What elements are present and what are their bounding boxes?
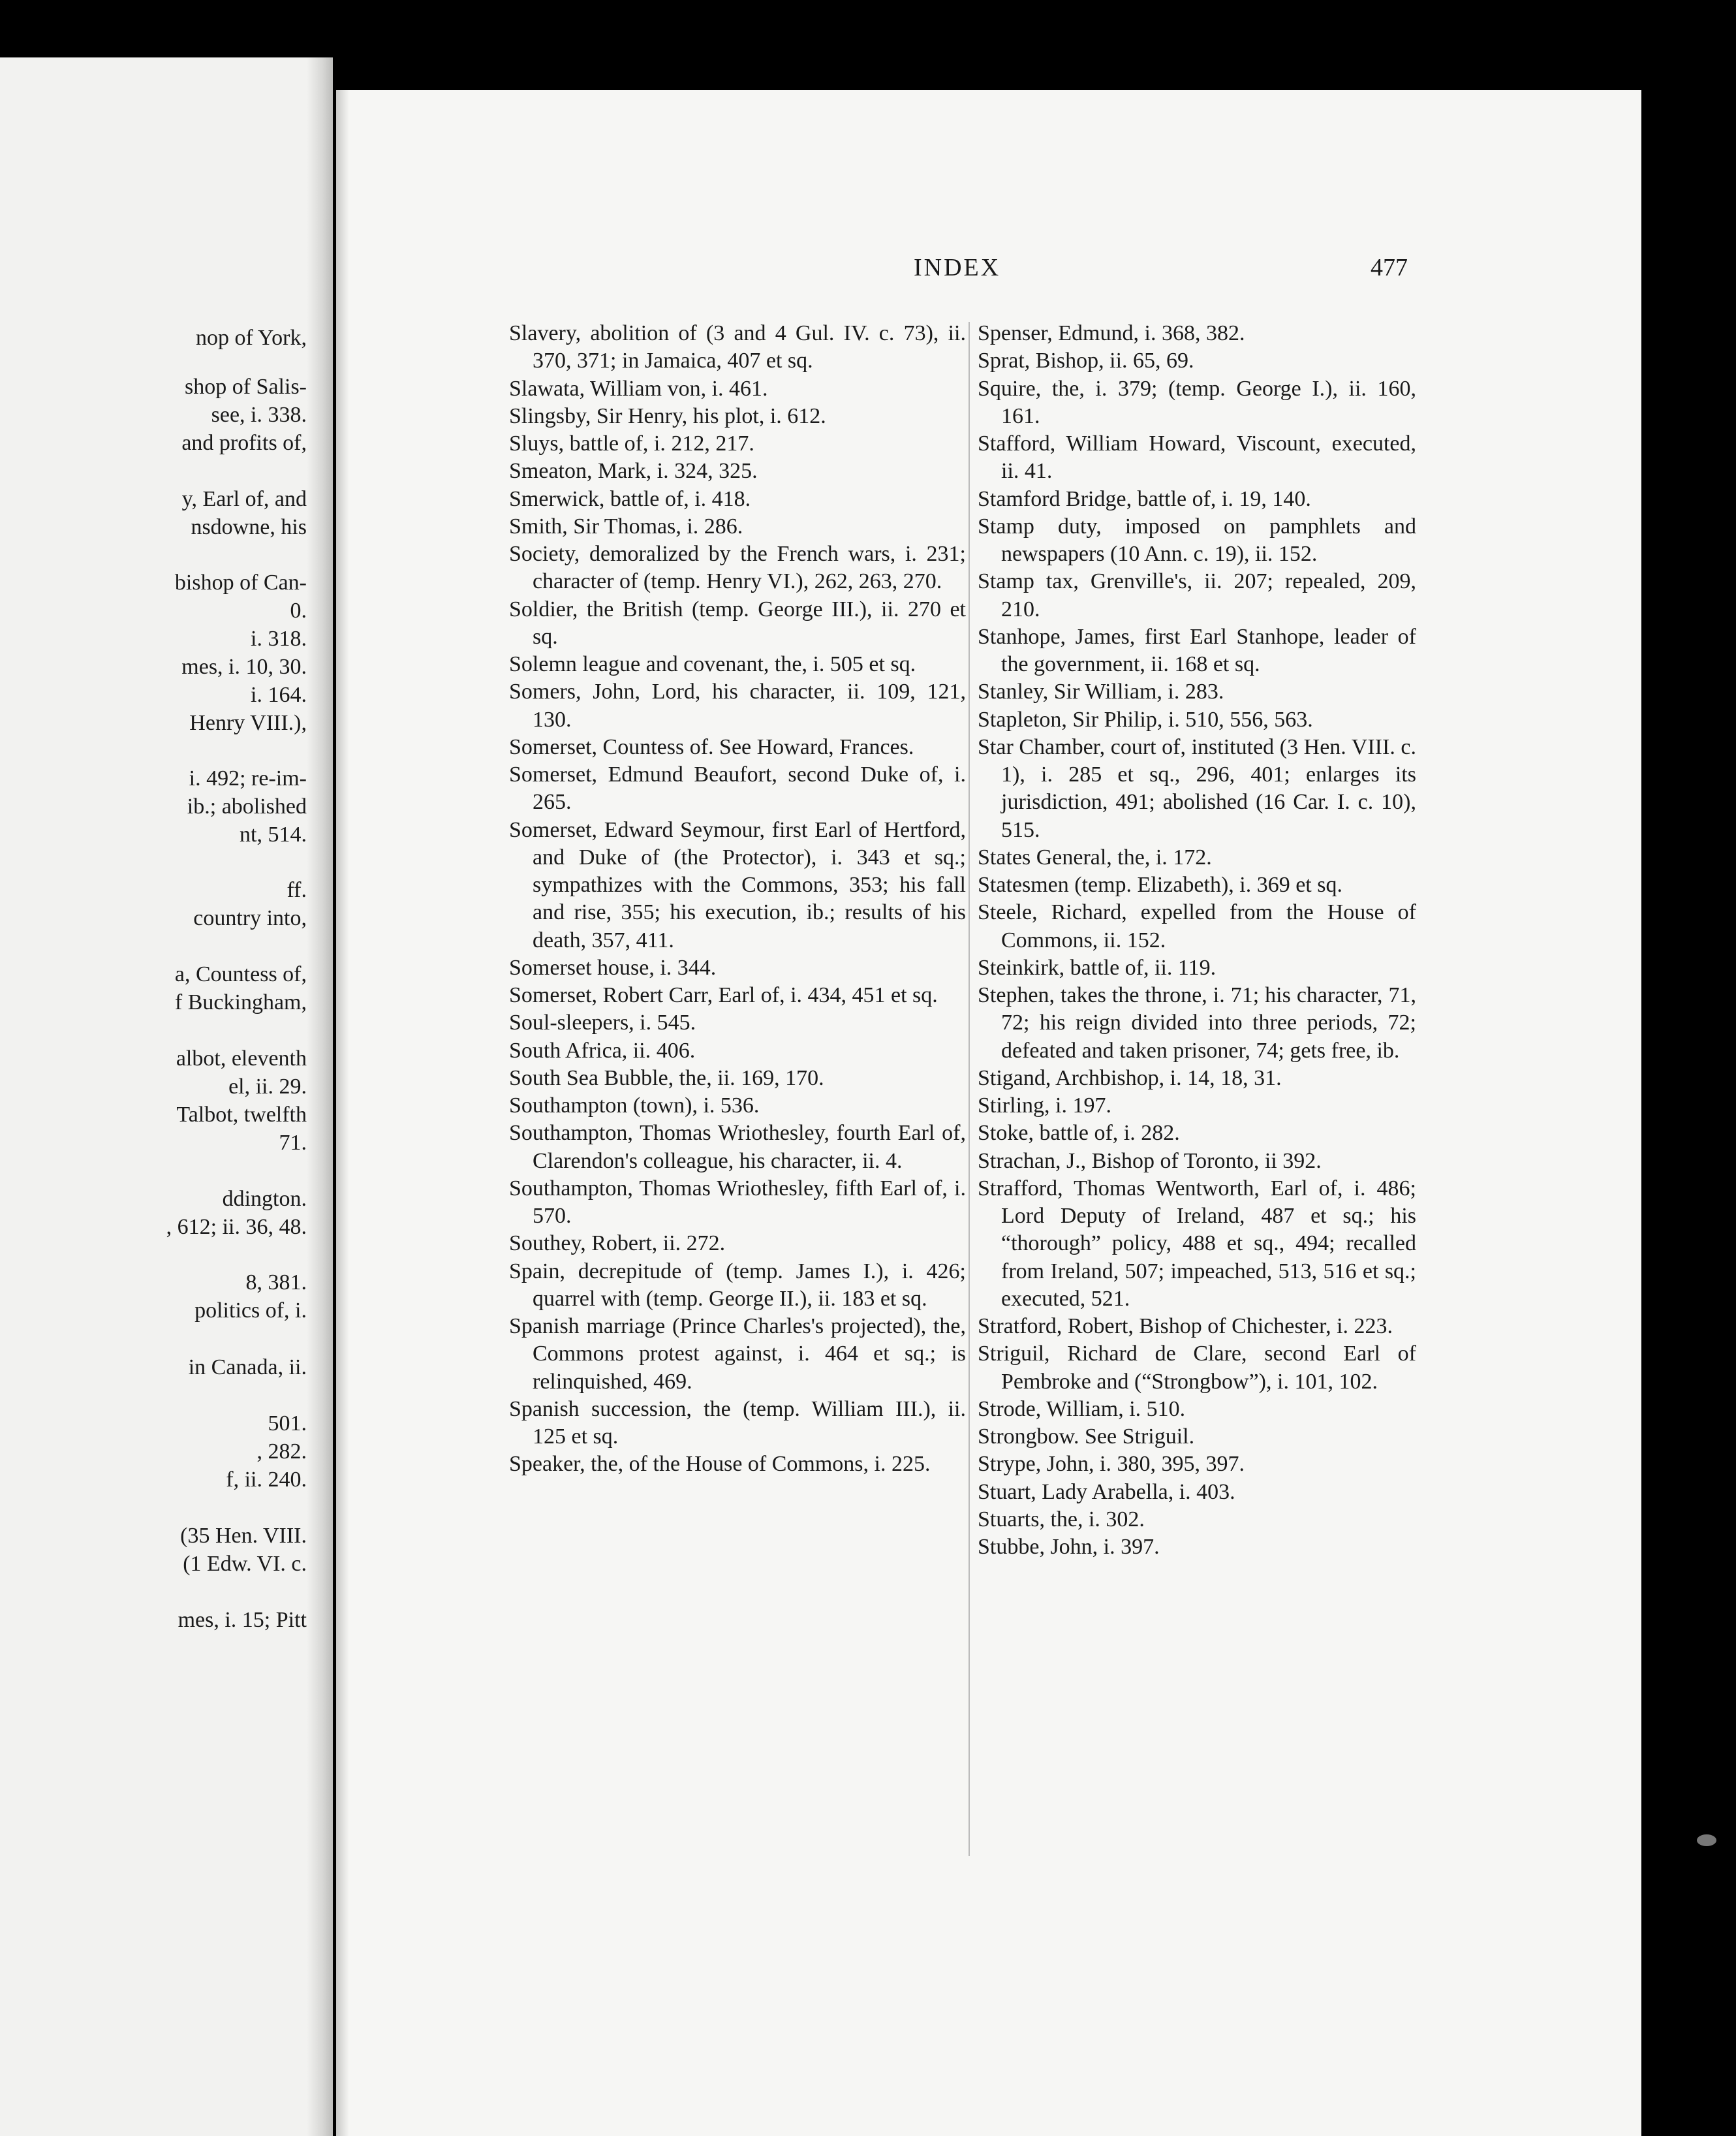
left-page-line xyxy=(0,1550,307,1578)
index-entry: Stubbe, John, i. 397. xyxy=(978,1535,1160,1559)
index-entry: Somerset, Countess of. See Howard, Frances. xyxy=(509,734,914,759)
left-page-line xyxy=(0,1410,307,1437)
index-entry: Spanish marriage (Prince Charles's projected), the, Commons protest against, i. 464 et sq.; is relinquished, 469. xyxy=(509,1314,966,1394)
index-entry: Slingsby, Sir Henry, his plot, i. 612. xyxy=(509,403,826,428)
index-entry: Southey, Robert, ii. 272. xyxy=(509,1231,726,1256)
left-page-fragment: i. 492; re-im- xyxy=(189,766,307,791)
index-entry: Strongbow. See Striguil. xyxy=(978,1424,1195,1449)
left-page-line xyxy=(0,1045,307,1073)
left-page-line xyxy=(0,1354,307,1381)
left-page-line xyxy=(0,1522,307,1550)
left-page-fragment: nsdowne, his xyxy=(191,515,307,539)
left-page-line xyxy=(0,821,307,849)
left-page-line xyxy=(0,1101,307,1129)
left-page-line xyxy=(0,653,307,681)
index-entry: Stamford Bridge, battle of, i. 19, 140. xyxy=(978,486,1311,511)
index-entry: Stirling, i. 197. xyxy=(978,1093,1111,1118)
index-entry: States General, the, i. 172. xyxy=(978,845,1212,870)
left-page-fragment: i. 318. xyxy=(251,627,307,651)
index-entry: Stuarts, the, i. 302. xyxy=(978,1507,1145,1531)
left-page-fragment: nt, 514. xyxy=(240,823,307,847)
left-page-line xyxy=(0,569,307,597)
left-page-line xyxy=(0,989,307,1016)
left-page-fragment: mes, i. 10, 30. xyxy=(181,655,307,679)
index-entry: Stanley, Sir William, i. 283. xyxy=(978,680,1224,704)
left-page-line xyxy=(0,1073,307,1101)
index-entry: South Africa, ii. 406. xyxy=(509,1038,696,1063)
left-page-line xyxy=(0,905,307,932)
column-divider xyxy=(969,322,970,1856)
left-page-line xyxy=(0,597,307,625)
index-entry: Southampton (town), i. 536. xyxy=(509,1093,760,1118)
left-page-fragment: shop of Salis- xyxy=(185,375,307,399)
index-entry: Slavery, abolition of (3 and 4 Gul. IV. c. 73), ii. 370, 371; in Jamaica, 407 et sq. xyxy=(509,321,966,373)
index-entry: Star Chamber, court of, instituted (3 Hen. VIII. c. 1), i. 285 et sq., 296, 401; enlarges its jurisdiction, 491; abolished (16 Car. I. c. 10), 515. xyxy=(978,734,1416,842)
index-entry: Smith, Sir Thomas, i. 286. xyxy=(509,514,743,539)
page-number: 477 xyxy=(1371,254,1408,281)
left-page-fragment: f, ii. 240. xyxy=(226,1468,307,1492)
left-page-fragment: , 282. xyxy=(256,1439,307,1464)
left-page-fragment: in Canada, ii. xyxy=(188,1355,307,1379)
index-entry: Southampton, Thomas Wriothesley, fourth Earl of, Clarendon's colleague, his character, ii. 4. xyxy=(509,1121,966,1173)
index-entry: Stamp duty, imposed on pamphlets and newspapers (10 Ann. c. 19), ii. 152. xyxy=(978,514,1416,566)
left-page-fragment: 71. xyxy=(279,1131,307,1155)
index-entry: Spenser, Edmund, i. 368, 382. xyxy=(978,321,1245,345)
left-page-line xyxy=(0,1438,307,1466)
index-entry: Stephen, takes the throne, i. 71; his character, 71, 72; his reign divided into three periods, 72; defeated and taken prisoner, 74; gets free, ib. xyxy=(978,983,1416,1063)
index-column-left xyxy=(509,320,966,1479)
index-entry: Somers, John, Lord, his character, ii. 109, 121, 130. xyxy=(509,680,966,732)
left-page-line xyxy=(0,1297,307,1325)
left-page-line xyxy=(0,710,307,737)
left-page-fragment: mes, i. 15; Pitt xyxy=(178,1608,307,1632)
left-page-fragment: 8, 381. xyxy=(245,1270,307,1295)
index-entry: Solemn league and covenant, the, i. 505 et sq. xyxy=(509,652,916,676)
index-entry: Stamp tax, Grenville's, ii. 207; repealed, 209, 210. xyxy=(978,569,1416,621)
index-entry: Stapleton, Sir Philip, i. 510, 556, 563. xyxy=(978,707,1313,732)
left-page-fragment: a, Countess of, xyxy=(174,962,307,986)
left-page-fragment: el, ii. 29. xyxy=(228,1075,307,1099)
left-page-fragment: , 612; ii. 36, 48. xyxy=(166,1215,307,1239)
index-entry: Striguil, Richard de Clare, second Earl of Pembroke and (“Strongbow”), i. 101, 102. xyxy=(978,1342,1416,1394)
left-page-line xyxy=(0,961,307,988)
index-entry: Speaker, the, of the House of Commons, i. 225. xyxy=(509,1452,931,1477)
left-page-fragment: i. 164. xyxy=(251,683,307,707)
index-entry: Society, demoralized by the French wars, i. 231; character of (temp. Henry VI.), 262, 263, 270. xyxy=(509,542,966,594)
index-entry: Spanish succession, the (temp. William III.), ii. 125 et sq. xyxy=(509,1396,966,1449)
index-entry: Steinkirk, battle of, ii. 119. xyxy=(978,955,1217,980)
index-entry: Squire, the, i. 379; (temp. George I.), ii. 160, 161. xyxy=(978,376,1416,428)
left-page-fragment: y, Earl of, and xyxy=(181,487,307,511)
left-page-fragment: ff. xyxy=(287,878,307,902)
left-page-line xyxy=(0,486,307,513)
index-entry: Strode, William, i. 510. xyxy=(978,1396,1186,1421)
left-page-line xyxy=(0,401,307,429)
left-page-line xyxy=(0,1269,307,1296)
right-page xyxy=(336,90,1641,2136)
index-entry: Southampton, Thomas Wriothesley, fifth Earl of, i. 570. xyxy=(509,1176,966,1228)
index-entry: Stanhope, James, first Earl Stanhope, leader of the government, ii. 168 et sq. xyxy=(978,624,1416,676)
index-entry: Somerset, Edmund Beaufort, second Duke of, i. 265. xyxy=(509,762,966,815)
index-column-right xyxy=(978,320,1416,1561)
left-page-line xyxy=(0,1607,307,1634)
left-page-line xyxy=(0,625,307,653)
left-page-fragment: politics of, i. xyxy=(194,1298,307,1323)
left-page-fragment: 0. xyxy=(290,599,307,623)
index-entry: Sprat, Bishop, ii. 65, 69. xyxy=(978,349,1194,373)
index-entry: Strafford, Thomas Wentworth, Earl of, i. 486; Lord Deputy of Ireland, 487 et sq.; his “thorough” policy, 488 et sq., 494; recalled from Ireland, 507; impeached, 513, 516 et sq.; executed, 521. xyxy=(978,1176,1416,1311)
left-page-fragment: f Buckingham, xyxy=(174,990,307,1014)
left-page-line xyxy=(0,877,307,904)
index-entry: Soul-sleepers, i. 545. xyxy=(509,1011,696,1035)
left-page-fragment: bishop of Can- xyxy=(174,571,307,595)
left-page-fragment: and profits of, xyxy=(181,431,307,455)
left-page-line xyxy=(0,1214,307,1241)
left-page-fragment: (35 Hen. VIII. xyxy=(180,1524,307,1548)
left-page-fragment: albot, eleventh xyxy=(176,1046,307,1071)
left-page-line xyxy=(0,430,307,457)
left-page-line xyxy=(0,514,307,541)
index-entry: Stigand, Archbishop, i. 14, 18, 31. xyxy=(978,1065,1282,1090)
index-entry: Somerset, Edward Seymour, first Earl of Hertford, and Duke of (the Protector), i. 343 et sq.; sympathizes with the Commons, 353; his fall and rise, 355; his execution, ib.; results of his death, 357, 411. xyxy=(509,817,966,952)
left-page-line xyxy=(0,793,307,821)
left-page-fragment: country into, xyxy=(193,906,307,930)
left-page-fragment: see, i. 338. xyxy=(211,403,307,427)
index-entry: Stratford, Robert, Bishop of Chichester, i. 223. xyxy=(978,1314,1393,1338)
left-page-fragment: 501. xyxy=(268,1411,307,1436)
index-entry: Smeaton, Mark, i. 324, 325. xyxy=(509,459,758,484)
index-entry: Stoke, battle of, i. 282. xyxy=(978,1121,1180,1146)
index-entry: Stafford, William Howard, Viscount, executed, ii. 41. xyxy=(978,432,1416,484)
scan-speck xyxy=(1697,1834,1716,1846)
left-page-fragment: (1 Edw. VI. c. xyxy=(183,1552,307,1576)
left-page-line xyxy=(0,1186,307,1213)
left-page-fragment: ib.; abolished xyxy=(187,794,307,819)
running-head: INDEX xyxy=(914,254,1001,281)
index-entry: Steele, Richard, expelled from the House of Commons, ii. 152. xyxy=(978,900,1416,952)
index-entry: Soldier, the British (temp. George III.), ii. 270 et sq. xyxy=(509,597,966,649)
index-entry: Somerset, Robert Carr, Earl of, i. 434, 451 et sq. xyxy=(509,983,938,1007)
index-entry: South Sea Bubble, the, ii. 169, 170. xyxy=(509,1065,824,1090)
index-entry: Spain, decrepitude of (temp. James I.), i. 426; quarrel with (temp. George II.), ii. 183 et sq. xyxy=(509,1259,966,1311)
left-page-fragment: Henry VIII.), xyxy=(189,711,307,735)
index-entry: Somerset house, i. 344. xyxy=(509,955,717,980)
left-page-fragment: Talbot, twelfth xyxy=(176,1103,307,1127)
index-entry: Strachan, J., Bishop of Toronto, ii 392. xyxy=(978,1148,1322,1173)
index-entry: Slawata, William von, i. 461. xyxy=(509,376,768,401)
left-page-line xyxy=(0,373,307,401)
left-page-line xyxy=(0,1466,307,1494)
index-entry: Stuart, Lady Arabella, i. 403. xyxy=(978,1479,1235,1504)
index-entry: Sluys, battle of, i. 212, 217. xyxy=(509,432,754,456)
left-page-line xyxy=(0,765,307,793)
left-page-line xyxy=(0,682,307,709)
left-page-line xyxy=(0,324,307,352)
index-entry: Statesmen (temp. Elizabeth), i. 369 et sq. xyxy=(978,873,1342,897)
left-page-fragment: ddington. xyxy=(222,1187,307,1211)
left-page-line xyxy=(0,1129,307,1157)
book-gutter xyxy=(307,57,333,2136)
index-entry: Strype, John, i. 380, 395, 397. xyxy=(978,1452,1245,1477)
left-page xyxy=(0,57,333,2136)
left-page-fragment: nop of York, xyxy=(195,326,307,350)
index-entry: Smerwick, battle of, i. 418. xyxy=(509,486,751,511)
